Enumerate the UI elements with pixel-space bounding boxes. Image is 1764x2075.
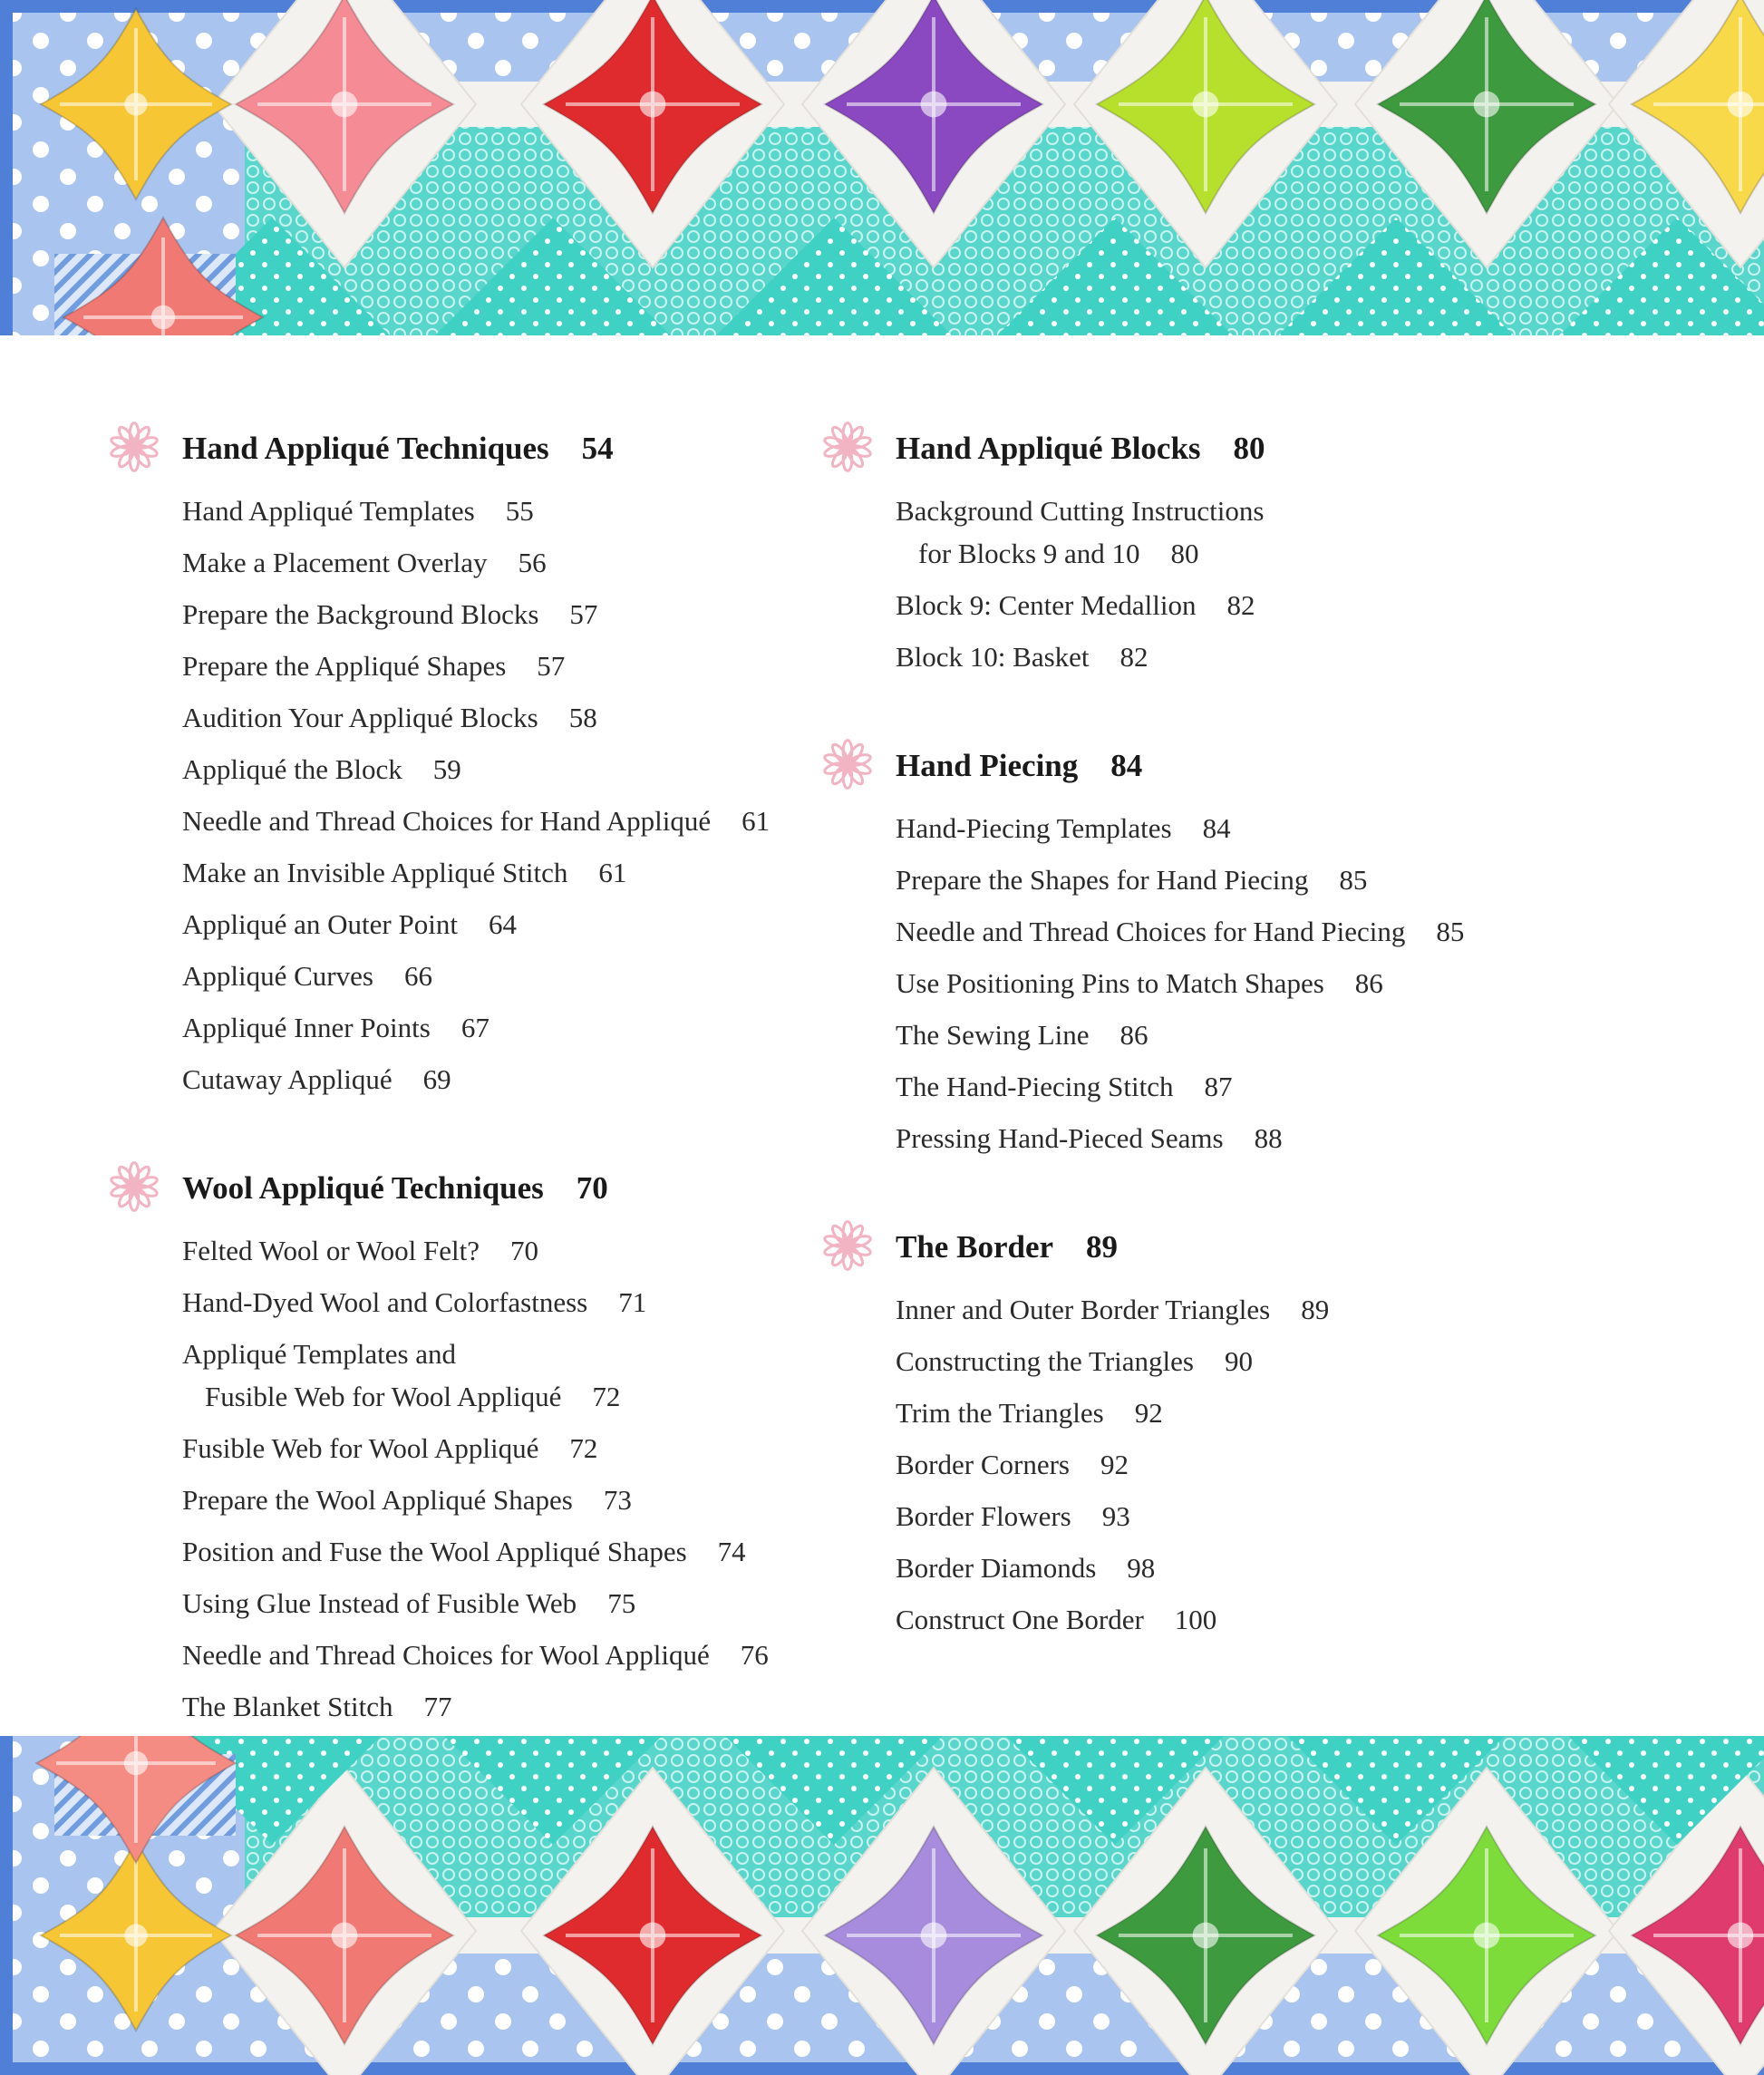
toc-entry[interactable] xyxy=(182,1681,823,1732)
toc-entry[interactable] xyxy=(182,588,823,640)
toc-entry-title: Appliqué Templates and xyxy=(182,1338,457,1370)
toc-entry-title: Border Diamonds xyxy=(896,1552,1097,1584)
toc-entry-title: Trim the Triangles xyxy=(896,1397,1104,1429)
toc-entry-title: The Hand-Piecing Stitch xyxy=(896,1071,1174,1102)
toc-section xyxy=(820,730,1546,1164)
section-page-number: 89 xyxy=(1086,1229,1119,1265)
toc-entry[interactable] xyxy=(896,854,1546,906)
toc-entry[interactable] xyxy=(896,1335,1546,1387)
toc-entry-page-number: 72 xyxy=(569,1432,598,1464)
toc-section-header xyxy=(182,412,823,485)
toc-section-header xyxy=(896,730,1546,802)
toc-entry[interactable] xyxy=(896,957,1546,1009)
toc-entry[interactable] xyxy=(896,1439,1546,1490)
section-page-number: 54 xyxy=(581,431,614,466)
section-title: Hand Piecing xyxy=(896,748,1079,783)
toc-entry-page-number: 74 xyxy=(717,1536,746,1567)
toc-entry-page-number: 75 xyxy=(607,1587,636,1619)
section-spacer xyxy=(820,1164,1546,1211)
toc-section xyxy=(820,1211,1546,1645)
toc-entry-page-number: 73 xyxy=(603,1484,632,1516)
toc-entry-page-number: 67 xyxy=(460,1012,489,1043)
toc-entry-page-number: 70 xyxy=(509,1235,538,1266)
toc-entry[interactable] xyxy=(896,631,1546,683)
toc-entry-page-number: 93 xyxy=(1101,1500,1130,1532)
toc-entry-page-number: 64 xyxy=(488,908,517,940)
toc-entry[interactable] xyxy=(182,485,823,537)
toc-right-column xyxy=(820,412,1546,1645)
toc-entry[interactable] xyxy=(182,743,823,795)
toc-entry-title: Cutaway Appliqué xyxy=(182,1063,393,1095)
toc-entry-title: Make an Invisible Appliqué Stitch xyxy=(182,857,568,888)
toc-entry[interactable] xyxy=(182,1577,823,1629)
toc-entry-page-number: 88 xyxy=(1254,1122,1283,1154)
toc-entry-page-number: 84 xyxy=(1202,812,1231,844)
flower-icon xyxy=(820,1218,875,1273)
toc-entry-title: Hand Appliqué Templates xyxy=(182,495,475,527)
toc-entry-page-number: 76 xyxy=(740,1639,769,1671)
toc-entry-title: Block 10: Basket xyxy=(896,641,1090,673)
toc-entry-page-number: 98 xyxy=(1127,1552,1156,1584)
toc-entry[interactable] xyxy=(182,1474,823,1526)
toc-entry-page-number: 71 xyxy=(618,1286,647,1318)
toc-entry-page-number: 85 xyxy=(1339,864,1368,896)
section-spacer xyxy=(107,1105,823,1152)
toc-entry[interactable] xyxy=(182,1328,823,1422)
toc-entry-title: Make a Placement Overlay xyxy=(182,547,488,578)
toc-entry[interactable] xyxy=(182,795,823,847)
toc-entry-title: Prepare the Wool Appliqué Shapes xyxy=(182,1484,573,1516)
toc-entry-page-number: 57 xyxy=(569,598,598,630)
section-spacer xyxy=(820,683,1546,730)
toc-entry-title-line2: Fusible Web for Wool Appliqué xyxy=(205,1381,562,1412)
toc-section xyxy=(820,412,1546,683)
toc-entry-title: The Blanket Stitch xyxy=(182,1691,393,1722)
toc-entry-page-number: 85 xyxy=(1436,916,1465,947)
toc-entry-title: Fusible Web for Wool Appliqué xyxy=(182,1432,539,1464)
quilt-binding xyxy=(0,1736,13,2075)
toc-entry[interactable] xyxy=(182,1422,823,1474)
toc-entry-title-line2: for Blocks 9 and 10 xyxy=(918,538,1140,569)
section-title: Hand Appliqué Blocks xyxy=(896,431,1201,466)
quilt-banner-top xyxy=(0,0,1764,335)
toc-entry[interactable] xyxy=(182,537,823,588)
toc-entry-title: Prepare the Appliqué Shapes xyxy=(182,650,507,682)
toc-left-column xyxy=(107,412,823,1732)
toc-entry-title: Felted Wool or Wool Felt? xyxy=(182,1235,480,1266)
toc-entry-page-number: 86 xyxy=(1119,1019,1149,1051)
toc-entry-page-number: 69 xyxy=(422,1063,451,1095)
toc-entry[interactable] xyxy=(182,692,823,743)
flower-icon xyxy=(107,420,161,474)
toc-entry-title-continued xyxy=(896,532,1546,575)
toc-entry-page-number: 89 xyxy=(1301,1294,1330,1325)
toc-entry-title: Block 9: Center Medallion xyxy=(896,589,1197,621)
toc-entry[interactable] xyxy=(182,847,823,898)
toc-entry-title: Hand-Piecing Templates xyxy=(896,812,1172,844)
toc-entry-page-number: 92 xyxy=(1100,1449,1129,1480)
toc-entry-page-number: 61 xyxy=(741,805,771,837)
toc-entry[interactable] xyxy=(896,1009,1546,1061)
toc-entry[interactable] xyxy=(182,1225,823,1276)
toc-entry-page-number: 61 xyxy=(598,857,627,888)
toc-entry[interactable] xyxy=(896,1112,1546,1164)
section-title: Hand Appliqué Techniques xyxy=(182,431,549,466)
toc-entry[interactable] xyxy=(182,1276,823,1328)
toc-entry-title: Hand-Dyed Wool and Colorfastness xyxy=(182,1286,588,1318)
toc-entry[interactable] xyxy=(896,1284,1546,1335)
toc-entry-page-number: 90 xyxy=(1224,1345,1253,1377)
toc-entry-title: Inner and Outer Border Triangles xyxy=(896,1294,1271,1325)
section-title: Wool Appliqué Techniques xyxy=(182,1170,544,1206)
section-page-number: 84 xyxy=(1110,748,1143,783)
toc-section xyxy=(107,412,823,1105)
toc-entry-page-number: 80 xyxy=(1170,538,1199,569)
toc-entry-title: Appliqué an Outer Point xyxy=(182,908,458,940)
toc-entry-page-number: 92 xyxy=(1134,1397,1163,1429)
section-page-number: 70 xyxy=(576,1170,608,1206)
toc-entry[interactable] xyxy=(182,640,823,692)
toc-section-header xyxy=(896,412,1546,485)
quilt-banner-bottom xyxy=(0,1736,1764,2075)
toc-entry[interactable] xyxy=(182,1629,823,1681)
section-title: The Border xyxy=(896,1229,1054,1265)
toc-entry-title: Prepare the Shapes for Hand Piecing xyxy=(896,864,1309,896)
toc-entry-title: Use Positioning Pins to Match Shapes xyxy=(896,967,1324,999)
toc-entry-title: Appliqué Curves xyxy=(182,960,373,992)
toc-entry-title: The Sewing Line xyxy=(896,1019,1090,1051)
toc-entry-page-number: 72 xyxy=(592,1381,621,1412)
section-page-number: 80 xyxy=(1233,431,1265,466)
toc-entry-page-number: 55 xyxy=(505,495,534,527)
toc-section-header xyxy=(896,1211,1546,1284)
toc-entry-title: Border Corners xyxy=(896,1449,1070,1480)
toc-entry-title: Pressing Hand-Pieced Seams xyxy=(896,1122,1224,1154)
toc-entry-page-number: 87 xyxy=(1204,1071,1233,1102)
flower-icon xyxy=(107,1159,161,1214)
toc-entry-title: Needle and Thread Choices for Hand Appliqué xyxy=(182,805,712,837)
toc-entry-title-continued xyxy=(182,1375,823,1418)
toc-entry[interactable] xyxy=(182,950,823,1002)
toc-entry-title: Needle and Thread Choices for Hand Piecing xyxy=(896,916,1406,947)
flower-icon xyxy=(820,737,875,791)
toc-entry[interactable] xyxy=(182,1053,823,1105)
toc-entry[interactable] xyxy=(896,906,1546,957)
toc-entry-page-number: 77 xyxy=(423,1691,452,1722)
toc-entry-title: Prepare the Background Blocks xyxy=(182,598,539,630)
toc-entry-title: Border Flowers xyxy=(896,1500,1071,1532)
toc-entry-title: Appliqué Inner Points xyxy=(182,1012,431,1043)
toc-entry-title: Audition Your Appliqué Blocks xyxy=(182,702,538,733)
toc-entry[interactable] xyxy=(896,1490,1546,1542)
toc-entry-page-number: 58 xyxy=(568,702,597,733)
toc-entry-page-number: 57 xyxy=(537,650,566,682)
toc-entry[interactable] xyxy=(896,1594,1546,1645)
quilt-binding xyxy=(0,0,13,335)
toc-entry-page-number: 59 xyxy=(432,753,461,785)
toc-entry[interactable] xyxy=(896,579,1546,631)
toc-entry-title: Position and Fuse the Wool Appliqué Shapes xyxy=(182,1536,687,1567)
toc-entry-page-number: 86 xyxy=(1354,967,1383,999)
toc-entry-title: Needle and Thread Choices for Wool Appliqué xyxy=(182,1639,710,1671)
toc-entry-title: Appliqué the Block xyxy=(182,753,402,785)
toc-entry-page-number: 66 xyxy=(403,960,432,992)
toc-section xyxy=(107,1152,823,1732)
toc-section-header xyxy=(182,1152,823,1225)
toc-entry-title: Constructing the Triangles xyxy=(896,1345,1194,1377)
toc-entry-page-number: 82 xyxy=(1226,589,1255,621)
toc-entry-page-number: 82 xyxy=(1119,641,1149,673)
toc-entry[interactable] xyxy=(896,485,1546,579)
toc-entry-title: Using Glue Instead of Fusible Web xyxy=(182,1587,577,1619)
toc-entry-title: Construct One Border xyxy=(896,1604,1144,1635)
toc-entry[interactable] xyxy=(896,802,1546,854)
toc-entry-page-number: 100 xyxy=(1174,1604,1217,1635)
flower-icon xyxy=(820,420,875,474)
toc-entry-title: Background Cutting Instructions xyxy=(896,495,1265,527)
toc-entry[interactable] xyxy=(896,1061,1546,1112)
toc-entry-page-number: 56 xyxy=(518,547,547,578)
toc-entry[interactable] xyxy=(182,898,823,950)
toc-entry[interactable] xyxy=(182,1526,823,1577)
toc-entry[interactable] xyxy=(896,1387,1546,1439)
toc-entry[interactable] xyxy=(182,1002,823,1053)
toc-entry[interactable] xyxy=(896,1542,1546,1594)
